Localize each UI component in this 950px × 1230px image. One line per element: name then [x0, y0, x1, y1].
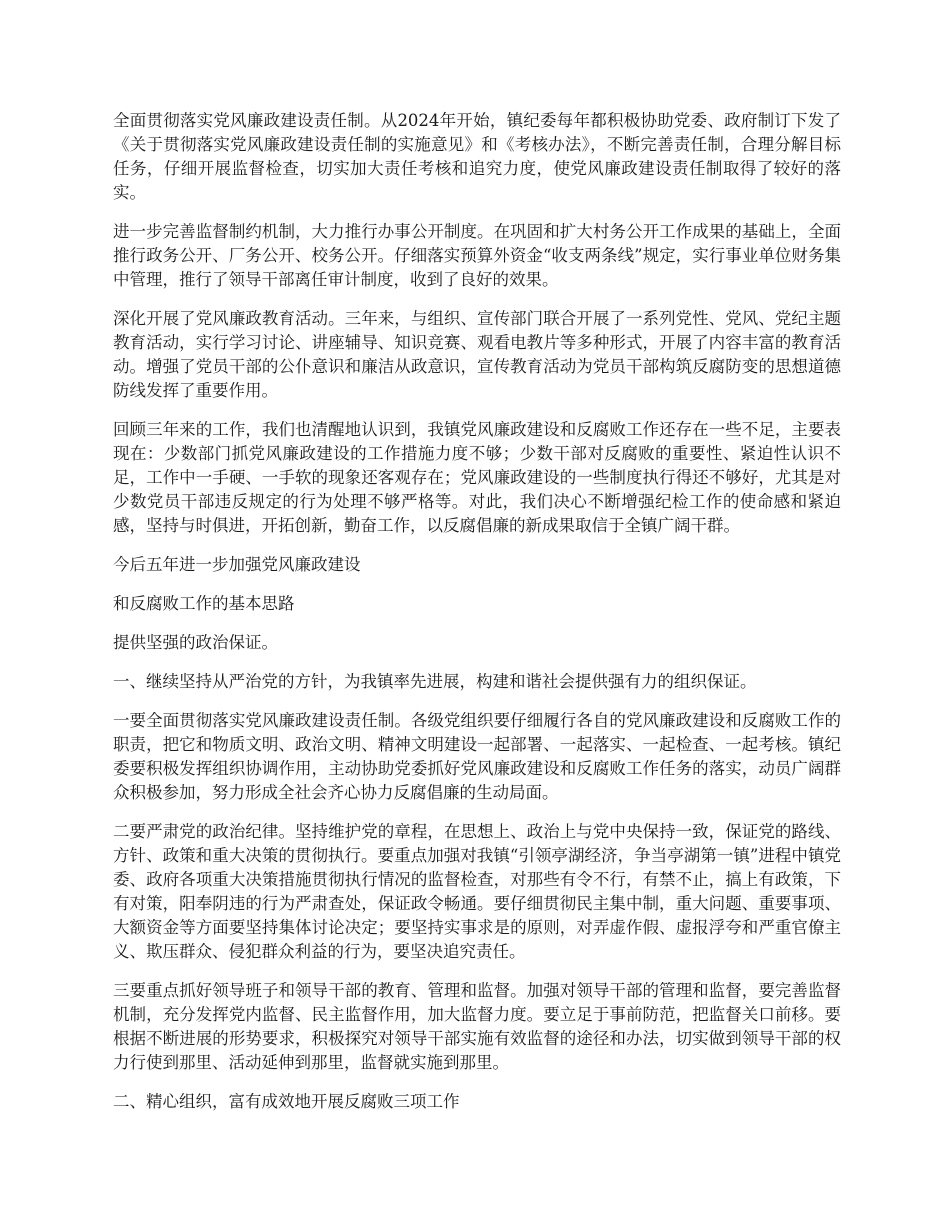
- section-heading-line-2: 和反腐败工作的基本思路: [113, 594, 295, 613]
- paragraph-political-guarantee: 提供坚强的政治保证。: [113, 633, 278, 652]
- paragraph-first-requirement: 一要全面贯彻落实党风廉政建设责任制。各级党组织要仔细履行各自的党风廉政建设和反腐败工作的职责，把它和物质文明、政治文明、精神文明建设一起部署、一起落实、一起检查、一起考核。镇纪委要积极发挥组织协调作用，主动协助党委抓好党风廉政建设和反腐败工作任务的落实，动员广阔群众积极参加，努力形成全社会齐心协力反腐倡廉的生动局面。: [113, 711, 841, 802]
- heading-part-one: 一、继续坚持从严治党的方针，为我镇率先进展，构建和谐社会提供强有力的组织保证。: [113, 672, 757, 691]
- document-page: [113, 109, 841, 1129]
- paragraph-responsibility-system: 全面贯彻落实党风廉政建设责任制。从2024年开始，镇纪委每年都积极协助党委、政府制订下发了《关于贯彻落实党风廉政建设责任制的实施意见》和《考核办法》，不断完善责任制，合理分解目标任务，仔细开展监督检查，切实加大责任考核和追究力度，使党风廉政建设责任制取得了较好的落实。: [113, 111, 841, 202]
- paragraph-review-shortcomings: 回顾三年来的工作，我们也清醒地认识到，我镇党风廉政建设和反腐败工作还存在一些不足，主要表现在：少数部门抓党风廉政建设的工作措施力度不够；少数干部对反腐败的重要性、紧迫性认识不足，工作中一手硬、一手软的现象还客观存在；党风廉政建设的一些制度执行得还不够好，尤其是对少数党员干部违反规定的行为处理不够严格等。对此，我们决心不断增强纪检工作的使命感和紧迫感，坚持与时俱进，开拓创新，勤奋工作，以反腐倡廉的新成果取信于全镇广阔干群。: [113, 420, 841, 535]
- paragraph-supervision-mechanism: 进一步完善监督制约机制，大力推行办事公开制度。在巩固和扩大村务公开工作成果的基础上，全面推行政务公开、厂务公开、校务公开。仔细落实预算外资金“收支两条线”规定，实行事业单位财务集中管理，推行了领导干部离任审计制度，收到了良好的效果。: [113, 222, 841, 289]
- paragraph-third-requirement: 三要重点抓好领导班子和领导干部的教育、管理和监督。加强对领导干部的管理和监督，要完善监督机制，充分发挥党内监督、民主监督作用，加大监督力度。要立足于事前防范，把监督关口前移。要根据不断进展的形势要求，积极探究对领导干部实施有效监督的途径和办法，切实做到领导干部的权力行使到那里、活动延伸到那里，监督就实施到那里。: [113, 981, 841, 1072]
- heading-part-two: 二、精心组织，富有成效地开展反腐败三项工作: [113, 1092, 460, 1111]
- section-heading-line-1: 今后五年进一步加强党风廉政建设: [113, 555, 361, 574]
- paragraph-second-requirement: 二要严肃党的政治纪律。坚持维护党的章程，在思想上、政治上与党中央保持一致，保证党的路线、方针、政策和重大决策的贯彻执行。要重点加强对我镇“引领亭湖经济，争当亭湖第一镇”进程中镇党委、政府各项重大决策措施贯彻执行情况的监督检查，对那些有令不行，有禁不止，搞上有政策，下有对策，阳奉阴违的行为严肃查处，保证政令畅通。要仔细贯彻民主集中制，重大问题、重要事项、大额资金等方面要坚持集体讨论决定；要坚持实事求是的原则，对弄虚作假、虚报浮夸和严重官僚主义、欺压群众、侵犯群众利益的行为，要坚决追究责任。: [113, 822, 841, 961]
- paragraph-education-activities: 深化开展了党风廉政教育活动。三年来，与组织、宣传部门联合开展了一系列党性、党风、党纪主题教育活动，实行学习讨论、讲座辅导、知识竞赛、观看电教片等多种形式，开展了内容丰富的教育活动。增强了党员干部的公仆意识和廉洁从政意识，宣传教育活动为党员干部构筑反腐防变的思想道德防线发挥了重要作用。: [113, 309, 841, 400]
